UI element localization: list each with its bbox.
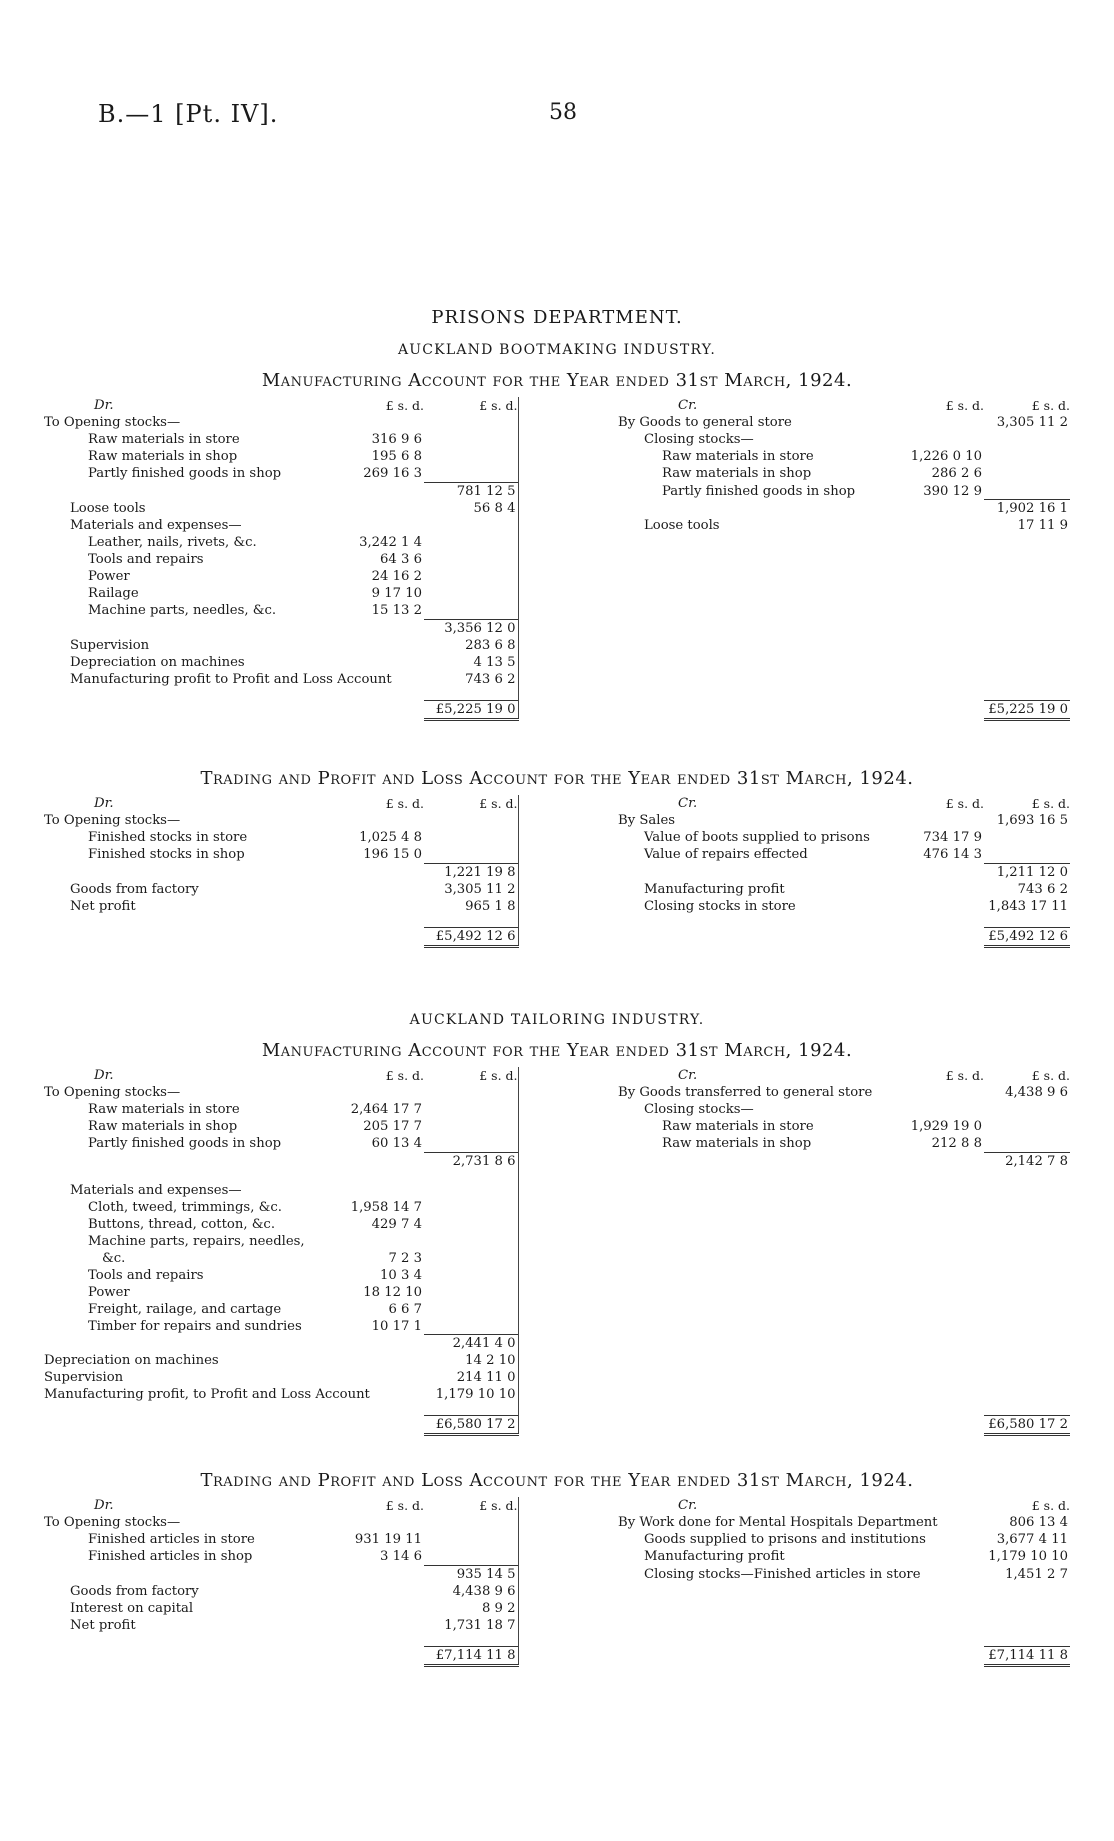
line-label: Cloth, tweed, trimmings, &c. (88, 1199, 282, 1215)
line-label: &c. (102, 1250, 126, 1266)
dr-label: Dr. (94, 398, 114, 413)
amount: 283 6 8 (465, 637, 516, 653)
subtotal: 2,142 7 8 (984, 1152, 1070, 1170)
line-label: Net profit (70, 898, 136, 914)
subtotal: 1,221 19 8 (424, 863, 518, 881)
line-label: By Goods transferred to general store (618, 1085, 873, 1100)
line-label: Closing stocks—Finished articles in store (644, 1566, 921, 1582)
amount: 269 16 3 (363, 466, 422, 481)
tailoring-trading-title: Trading and Profit and Loss Account for the Year ended 31st March, 1924. (200, 1470, 914, 1491)
line-label: Finished articles in store (88, 1532, 255, 1547)
amount: 1,731 18 7 (444, 1617, 516, 1633)
bootmaking-trading-account: Dr. £ s. d. £ s. d. Cr. £ s. d. £ s. d. To Opening stocks— By Sales 1,693 16 5 Finished stocks in store 1,025 4 8 Value of boots supplied to prisons 734 17 9 Finished stocks in shop 196 15 0 Value of repairs effected 476 14 3 1,221 19 8 1,211 12 0 Goods from factory 3,305 11 2 Manufacturing profit 743 6 2 Net profit 965 1 8 Closing stocks in store 1,843 17 11 £5,492 12 6 £5,492 12 6 (44, 795, 1070, 948)
line-label: Closing stocks— (644, 1102, 754, 1117)
bootmaking-manufacturing-title: Manufacturing Account for the Year ended 31st March, 1924. (261, 370, 853, 391)
line-label: Manufacturing profit to Profit and Loss Account (70, 671, 392, 687)
line-label: To Opening stocks— (44, 415, 181, 430)
amount: 3,305 11 2 (444, 881, 516, 897)
line-label: Leather, nails, rivets, &c. (88, 535, 257, 550)
line-label: Tools and repairs (88, 552, 204, 567)
grand-total: £5,492 12 6 (424, 927, 518, 946)
line-label: To Opening stocks— (44, 1515, 181, 1530)
subtotal: 3,356 12 0 (424, 619, 518, 637)
amount: 24 16 2 (371, 569, 422, 584)
tailoring-trading-account: Dr. £ s. d. £ s. d. Cr. £ s. d. To Opening stocks— By Work done for Mental Hospitals Department 806 13 4 Finished articles in store 931 19 11 Goods supplied to prisons and institutions 3,677 4 11 Finished articles in shop 3 14 6 Manufacturing profit 1,179 10 10 935 14 5 Closing stocks—Finished articles in store 1,451 2 7 Goods from factory 4,438 9 6 Interest on capital 8 9 2 Net profit 1,731 18 7 £7,114 11 8 £7,114 11 8 (44, 1497, 1070, 1667)
dr-label: Dr. (94, 1498, 114, 1513)
amount: 931 19 11 (354, 1532, 422, 1547)
line-label: Supervision (44, 1370, 124, 1385)
line-label: Materials and expenses— (70, 1182, 242, 1198)
amount: 965 1 8 (465, 898, 516, 914)
amount: 1,025 4 8 (359, 830, 422, 845)
line-label: Partly finished goods in shop (88, 466, 282, 481)
grand-total: £5,225 19 0 (424, 700, 518, 719)
amount: 3,305 11 2 (996, 415, 1068, 430)
line-label: Interest on capital (70, 1600, 194, 1616)
line-label: Value of boots supplied to prisons (644, 830, 870, 845)
tailoring-manufacturing-account: Dr. £ s. d. £ s. d. Cr. £ s. d. £ s. d. To Opening stocks— By Goods transferred to general store 4,438 9 6 Raw materials in store 2,464 17 7 Closing stocks— Raw materials in shop 205 17 7 Raw materials in store 1,929 19 0 Partly finished goods in shop 60 13 4 Raw materials in shop 212 8 8 2,731 8 6 2,142 7 8 Materials and expenses— Cloth, tweed, trimmings, &c. 1,958 14 7 Buttons, thread, cotton, &c. 429 7 4 Machine parts, repairs, needles, &c. 7 2 3 Tools and repairs 10 3 4 Power 18 12 10 Freight, railage, and cartage 6 6 7 Timber for repairs and sundries 10 17 1 2,441 4 0 Depreciation on machines 14 2 10 Supervision 214 11 0 Manufacturing profit, to Profit and Loss Account 1,179 10 10 £6,580 17 2 £6,580 17 2 (44, 1067, 1070, 1436)
grand-total: £5,225 19 0 (984, 700, 1070, 719)
amount: 1,958 14 7 (350, 1199, 422, 1215)
grand-total: £7,114 11 8 (984, 1646, 1070, 1665)
line-label: Machine parts, needles, &c. (88, 603, 277, 618)
grand-total: £6,580 17 2 (984, 1416, 1070, 1435)
line-label: Supervision (70, 637, 150, 653)
amount: 743 6 2 (1017, 881, 1068, 897)
line-label: Raw materials in store (662, 449, 814, 464)
amount: 10 17 1 (371, 1318, 422, 1334)
line-label: Goods from factory (70, 881, 199, 897)
subtotal: 1,211 12 0 (984, 863, 1070, 881)
line-label: Value of repairs effected (644, 847, 808, 862)
amount: 212 8 8 (931, 1136, 982, 1151)
bootmaking-industry-title: AUCKLAND BOOTMAKING INDUSTRY. (397, 342, 717, 358)
line-label: Manufacturing profit (644, 1549, 785, 1564)
line-label: Buttons, thread, cotton, &c. (88, 1216, 276, 1232)
line-label: Loose tools (644, 518, 720, 533)
amount: 10 3 4 (380, 1267, 422, 1283)
page-number: 58 (549, 100, 577, 125)
line-label: Tools and repairs (88, 1267, 204, 1283)
line-label: By Goods to general store (618, 415, 792, 430)
amount: 1,179 10 10 (435, 1387, 516, 1402)
line-label: By Sales (618, 813, 676, 828)
grand-total: £6,580 17 2 (424, 1416, 518, 1435)
amount: 429 7 4 (371, 1216, 422, 1232)
dr-label: Dr. (94, 796, 114, 811)
amount: 9 17 10 (371, 586, 422, 601)
line-label: Loose tools (70, 501, 146, 516)
line-label: Manufacturing profit, to Profit and Loss Account (44, 1387, 370, 1402)
line-label: Closing stocks— (644, 432, 754, 447)
line-label: Materials and expenses— (70, 518, 242, 533)
line-label: By Work done for Mental Hospitals Department (618, 1515, 938, 1530)
amount: 1,843 17 11 (988, 898, 1068, 914)
amount: 15 13 2 (371, 603, 422, 618)
grand-total: £5,492 12 6 (984, 927, 1070, 946)
subtotal: 1,902 16 1 (984, 500, 1070, 518)
line-label: Finished stocks in store (88, 830, 248, 845)
amount: 1,179 10 10 (988, 1549, 1068, 1564)
line-label: Power (88, 569, 130, 584)
amount: 1,226 0 10 (910, 449, 982, 464)
amount: 2,464 17 7 (350, 1102, 422, 1117)
amount: 806 13 4 (1009, 1515, 1068, 1530)
amount: 390 12 9 (923, 483, 982, 499)
amount: 196 15 0 (363, 847, 422, 862)
amount: 3,677 4 11 (996, 1532, 1068, 1547)
amount: 316 9 6 (371, 432, 422, 447)
line-label: Timber for repairs and sundries (88, 1318, 302, 1334)
line-label: Power (88, 1284, 130, 1300)
department-title: PRISONS DEPARTMENT. (431, 307, 683, 328)
line-label: Depreciation on machines (44, 1353, 219, 1368)
amount: 4,438 9 6 (452, 1583, 516, 1599)
line-label: Manufacturing profit (644, 881, 785, 897)
amount: 1,451 2 7 (1005, 1566, 1068, 1582)
line-label: Finished articles in shop (88, 1549, 253, 1564)
amount: 1,929 19 0 (910, 1119, 982, 1134)
line-label: Railage (88, 586, 139, 601)
amount: 60 13 4 (371, 1136, 422, 1151)
line-label: Partly finished goods in shop (88, 1136, 282, 1151)
amount: 286 2 6 (931, 466, 982, 481)
subtotal: 935 14 5 (424, 1565, 518, 1583)
amount: 18 12 10 (363, 1284, 422, 1300)
amount: 476 14 3 (923, 847, 982, 862)
cr-label: Cr. (678, 1498, 698, 1513)
amount: 64 3 6 (380, 552, 422, 567)
line-label: Raw materials in store (88, 1102, 240, 1117)
line-label: Closing stocks in store (644, 898, 796, 914)
line-label: Raw materials in shop (88, 1119, 238, 1134)
amount: 205 17 7 (363, 1119, 422, 1134)
tailoring-manufacturing-title: Manufacturing Account for the Year ended 31st March, 1924. (261, 1040, 853, 1061)
amount: 734 17 9 (923, 830, 982, 845)
amount: 14 2 10 (465, 1353, 516, 1368)
dr-label: Dr. (94, 1068, 114, 1083)
amount: 1,693 16 5 (996, 813, 1068, 828)
amount: 6 6 7 (388, 1301, 422, 1317)
subtotal: 2,731 8 6 (424, 1152, 518, 1170)
amount: 743 6 2 (465, 671, 516, 687)
amount: 3,242 1 4 (359, 535, 422, 550)
amount: 195 6 8 (371, 449, 422, 464)
line-label: Freight, railage, and cartage (88, 1301, 282, 1317)
subtotal: 781 12 5 (424, 482, 518, 500)
line-label: Raw materials in shop (88, 449, 238, 464)
cr-label: Cr. (678, 398, 698, 413)
line-label: Goods supplied to prisons and institutions (644, 1532, 926, 1547)
bootmaking-trading-title: Trading and Profit and Loss Account for the Year ended 31st March, 1924. (200, 768, 914, 789)
line-label: Finished stocks in shop (88, 847, 245, 862)
amount: 7 2 3 (388, 1250, 422, 1266)
line-label: Depreciation on machines (70, 654, 245, 670)
subtotal: 2,441 4 0 (424, 1335, 518, 1353)
line-label: Raw materials in store (88, 432, 240, 447)
line-label: To Opening stocks— (44, 813, 181, 828)
line-label: Raw materials in store (662, 1119, 814, 1134)
amount: 214 11 0 (456, 1370, 516, 1385)
grand-total: £7,114 11 8 (424, 1646, 518, 1665)
line-label: Raw materials in shop (662, 466, 812, 481)
line-label: Partly finished goods in shop (662, 483, 856, 499)
bootmaking-manufacturing-account: Dr. £ s. d. £ s. d. Cr. £ s. d. £ s. d. To Opening stocks— By Goods to general store 3,305 11 2 Raw materials in store 316 9 6 Closing stocks— Raw materials in shop 195 6 8 Raw materials in store 1,226 0 10 Partly finished goods in shop 269 16 3 Raw materials in shop 286 2 6 781 12 5 Partly finished goods in shop 390 12 9 Loose tools 56 8 4 1,902 16 1 Materials and expenses— Loose tools 17 11 9 Leather, nails, rivets, &c. 3,242 1 4 Tools and repairs 64 3 6 Power 24 16 2 Railage 9 17 10 Machine parts, needles, &c. 15 13 2 3,356 12 0 Supervision 283 6 8 Depreciation on machines 4 13 5 Manufacturing profit to Profit and Loss Account 743 6 2 £5,225 19 0 £5,225 19 0 (44, 397, 1070, 721)
amount: 56 8 4 (473, 501, 516, 516)
amount: 17 11 9 (1017, 518, 1068, 533)
cr-label: Cr. (678, 796, 698, 811)
line-label: Raw materials in shop (662, 1136, 812, 1151)
tailoring-industry-title: AUCKLAND TAILORING INDUSTRY. (409, 1012, 705, 1028)
cr-label: Cr. (678, 1068, 698, 1083)
line-label: Machine parts, repairs, needles, (88, 1233, 305, 1249)
amount: 3 14 6 (380, 1549, 422, 1564)
amount: 8 9 2 (481, 1600, 516, 1616)
line-label: To Opening stocks— (44, 1085, 181, 1100)
amount: 4 13 5 (473, 654, 516, 670)
line-label: Net profit (70, 1617, 136, 1633)
line-label: Goods from factory (70, 1583, 199, 1599)
amount: 4,438 9 6 (1005, 1085, 1068, 1100)
document-reference: B.—1 [Pt. IV]. (98, 100, 279, 128)
